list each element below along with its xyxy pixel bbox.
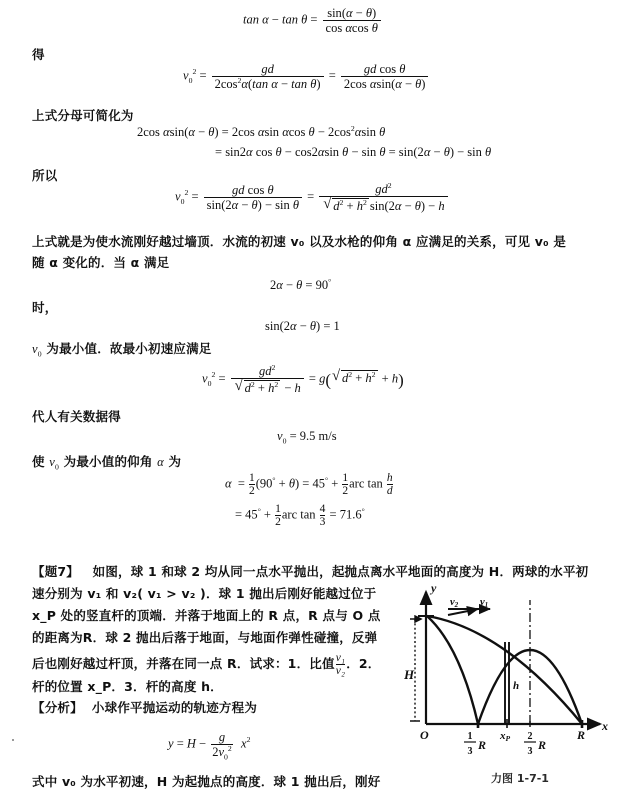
paragraph-min-value: $v_0$ 为最小值．故最小初速应满足: [32, 341, 212, 359]
equation-v0sq-min: $v_0^2$ = $gd^2$ √ $d^2 + h^2 - h$ = g( √ $d^2 + h^2 + h$): [202, 364, 404, 395]
analysis-tag: 【分析】: [32, 700, 83, 715]
problem-text-3: x_P 处的竖直杆的顶端．并落于地面上的 R 点，R 点与 O 点: [32, 608, 381, 623]
equation-v0-value: $v_0 = 9.5$ m/s: [277, 429, 337, 446]
problem-text-5b: ．2．: [346, 656, 381, 672]
problem-line-3: [32, 606, 412, 624]
velocity-v2-label: v2: [450, 597, 459, 609]
min-angle-wei: 为: [168, 454, 182, 469]
xtick-label-R: R: [577, 728, 586, 742]
origin-label: O: [420, 728, 429, 742]
analysis-line: [32, 698, 432, 716]
svg-text:3: 3: [527, 746, 533, 757]
equation-alpha-line-2: = 45° + $\frac{1}{2}$ arc tan $\frac{4}{3}$ = 71.6°: [235, 503, 365, 529]
scan-artifact-dot: [12, 739, 14, 741]
xtick-label-two-thirds-R: [524, 731, 546, 757]
problem-text-6: 杆的位置 x_P．3．杆的高度 h．: [32, 679, 223, 694]
explain-text-2: 随 α 变化的．当 α 满足: [32, 255, 170, 270]
problem-line-4: [32, 628, 412, 646]
ball-2-trajectory: [427, 616, 478, 724]
problem-line-5: [32, 652, 432, 677]
connector-min-angle: 使 $v_0$ 为最小值的仰角 α 为: [32, 454, 182, 472]
figure-caption: 力图 1-7-1: [491, 772, 549, 785]
problem-text-1: 如图，球 1 和球 2 均从同一点水平抛出，起抛点离水平地面的高度为 H．两球的水平初: [92, 564, 589, 579]
xtick-label-xp: xP: [500, 730, 511, 743]
equation-condition-angle: 2α − θ = 90°: [270, 276, 332, 292]
velocity-v1-label: v1: [480, 597, 489, 609]
analysis-text: 小球作平抛运动的轨迹方程为: [91, 700, 258, 715]
equation-v0sq-first: $v_0^2$ = $\frac{gd}{2\cos^2\alpha(\tan \alpha - \tan \theta)}$ = $\frac{\text{gd cos θ}}{\text{2cos αsin(α − θ)}}$: [183, 62, 430, 91]
equation-denominator-expand-1: 2cos αsin(α − θ) = 2cos αsin αcos $\theta - 2\cos^2\alpha\sin$ θ: [137, 123, 386, 139]
x-axis-label: x: [602, 719, 608, 733]
min-value-text: 为最小值．故最小初速应满足: [46, 341, 212, 356]
problem-text-5: 后也刚好越过杆顶，并落在同一点 R．试求：1．比值: [32, 656, 335, 672]
paragraph-explanation-line-1: [32, 231, 612, 252]
closing-line: 式中 v₀ 为水平初速，H 为起抛点的高度．球 1 抛出后，刚好: [32, 774, 381, 789]
equation-trajectory: y = H − $\frac{g}{2v_0^2}$ $x^2$: [168, 730, 251, 762]
equation-v0sq-second: $v_0^2$ = $\frac{\text{gd cos θ}}{\text{sin(2α − θ) − sin θ}}$ = $gd^2$ √ $d^2 + h^2$ sin(2α − θ) − h: [175, 182, 450, 213]
pole-height-label: h: [513, 680, 520, 692]
problem-line-2: [32, 584, 412, 602]
figure-svg: [404, 574, 636, 770]
connector-shi: 时，: [32, 300, 58, 315]
connector-suoyi: 所以: [32, 168, 58, 183]
min-angle-text: 为最小值的仰角: [63, 454, 153, 469]
paragraph-explanation-line-2: [32, 252, 612, 273]
problem-line-6: [32, 677, 432, 695]
height-label: H: [404, 667, 415, 682]
svg-text:R: R: [478, 738, 487, 752]
connector-de: 得: [32, 47, 45, 62]
svg-text:2: 2: [527, 731, 533, 742]
xtick-label-one-third-R: [464, 731, 486, 757]
equation-tan-identity: tan α − tan θ = $\frac{\sin(\alpha - \theta)}{\text{cos αcos θ}}$: [243, 6, 383, 35]
ratio-fraction: [336, 652, 346, 677]
connector-substitute: 代人有关数据得: [32, 409, 121, 424]
y-axis-label: y: [431, 581, 437, 595]
ratio-numerator: v₁: [335, 652, 346, 664]
equation-alpha-line-1: α = $\frac{1}{2}$ (90° + θ) = 45° + $\frac{1}{2}$ arc tan $\frac{h}{d}$: [225, 472, 393, 498]
problem-text-2: 速分别为 v₁ 和 v₂( v₁ > v₂ )．球 1 抛出后刚好能越过位于: [32, 586, 377, 601]
svg-text:3: 3: [467, 746, 473, 757]
problem-text-4: 的距离为R．球 2 抛出后落于地面，与地面作弹性碰撞，反弹: [32, 630, 378, 645]
explain-text-1: 上式就是为使水流刚好越过墙顶．水流的初速 v₀ 以及水枪的仰角 α 应满足的关系，可见 v₀ 是: [32, 234, 567, 249]
equation-condition-sine: sin(2α − θ) = 1: [265, 319, 340, 333]
connector-simplify: 上式分母可简化为: [32, 108, 134, 123]
figure-1-7-1: [404, 574, 636, 796]
problem-tag: 【题7】: [32, 564, 79, 579]
svg-text:1: 1: [467, 731, 473, 742]
equation-denominator-expand-2: = sin2α cos θ − cos2αsin θ − sin θ = sin(2α − θ) − sin θ: [215, 145, 492, 159]
ratio-denominator: v₂: [335, 665, 346, 678]
svg-text:R: R: [538, 738, 547, 752]
